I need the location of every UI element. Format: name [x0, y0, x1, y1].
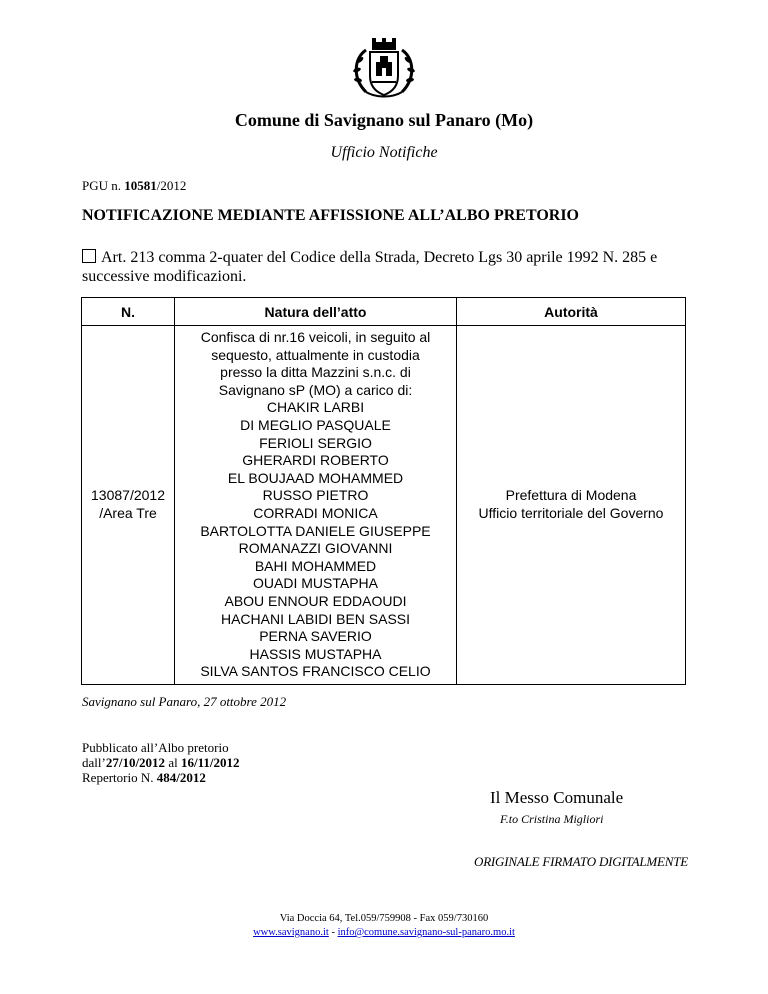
nature-line: presso la ditta Mazzini s.n.c. di [220, 364, 411, 381]
pgu-value: 10581 [124, 178, 157, 193]
acts-table [81, 297, 686, 685]
repertorio-label: Repertorio N. [82, 770, 157, 785]
person-name: SILVA SANTOS FRANCISCO CELIO [200, 663, 431, 680]
person-name: BARTOLOTTA DANIELE GIUSEPPE [200, 522, 431, 539]
person-name: RUSSO PIETRO [262, 487, 369, 504]
period-start-date: 27/10/2012 [105, 755, 166, 770]
page-footer [0, 912, 768, 940]
nature-line: Savignano sP (MO) a carico di: [218, 381, 413, 398]
article-text: Art. 213 comma 2-quater del Codice della Strada, Decreto Lgs 30 aprile 1992 N. 285 e successive modificazioni. [82, 249, 658, 285]
website-link[interactable]: www.savignano.it [253, 927, 329, 938]
authority-office: Ufficio territoriale del Governo [478, 504, 664, 521]
page-title: Comune di Savignano sul Panaro (Mo) [234, 110, 534, 130]
pgu-prefix: PGU n. [82, 178, 122, 193]
person-name: EL BOUJAAD MOHAMMED [227, 469, 404, 486]
publication-line: Pubblicato all’Albo pretorio [82, 740, 229, 755]
email-link[interactable]: info@comune.savignano-sul-panaro.mo.it [337, 927, 515, 938]
period-prefix: dall’ [82, 755, 106, 770]
signer-role: Il Messo Comunale [490, 788, 624, 807]
person-name: ROMANAZZI GIOVANNI [238, 540, 393, 557]
footer-separator: - [328, 927, 338, 938]
digital-signature-note: ORIGINALE FIRMATO DIGITALMENTE [474, 854, 689, 869]
person-name: CORRADI MONICA [253, 504, 378, 521]
table-row [82, 326, 686, 685]
pgu-number [82, 178, 186, 194]
repertorio [82, 770, 239, 785]
person-name: HACHANI LABIDI BEN SASSI [220, 610, 411, 627]
act-number-cell [82, 326, 175, 685]
footer-address: Via Doccia 64, Tel.059/759908 - Fax 059/730160 [279, 913, 489, 924]
person-name: ABOU ENNOUR EDDAOUDI [224, 592, 407, 609]
repertorio-number: 484/2012 [156, 770, 206, 785]
header-natura: Natura dell’atto [175, 298, 457, 326]
person-name: OUADI MUSTAPHA [253, 575, 378, 592]
authority-name: Prefettura di Modena [505, 487, 637, 504]
place-date: Savignano sul Panaro, 27 ottobre 2012 [82, 694, 287, 709]
period-end-date: 16/11/2012 [180, 755, 240, 770]
act-number: 13087/2012 [91, 487, 165, 504]
person-name: BAHI MOHAMMED [254, 557, 377, 574]
person-name: HASSIS MUSTAPHA [249, 645, 382, 662]
office-subtitle: Ufficio Notifiche [330, 144, 438, 161]
header-autorita: Autorità [457, 298, 686, 326]
period-al: al [165, 755, 181, 770]
person-name: PERNA SAVERIO [259, 628, 372, 645]
nature-line: Confisca di nr.16 veicoli, in seguito al [200, 329, 431, 345]
municipal-crest-icon [336, 38, 432, 100]
footer-links [0, 926, 768, 940]
person-name: CHAKIR LARBI [266, 399, 365, 416]
act-nature-cell [175, 326, 457, 685]
header-n: N. [82, 298, 175, 326]
table-header-row [82, 298, 686, 326]
article-reference [82, 248, 692, 286]
person-name: GHERARDI ROBERTO [242, 452, 389, 469]
signer-name: F.to Cristina Migliori [500, 812, 604, 826]
authority-cell [457, 326, 686, 685]
nature-line: sequesto, attualmente in custodia [211, 346, 420, 363]
publication-period [82, 755, 239, 770]
article-checkbox[interactable] [82, 249, 96, 263]
person-name: FERIOLI SERGIO [259, 434, 372, 451]
act-area: /Area Tre [99, 504, 157, 521]
notification-heading: NOTIFICAZIONE MEDIANTE AFFISSIONE ALL’ALBO PRETORIO [82, 207, 579, 224]
pgu-year: /2012 [156, 178, 187, 193]
person-name: DI MEGLIO PASQUALE [240, 416, 391, 433]
publication-info [82, 740, 239, 785]
